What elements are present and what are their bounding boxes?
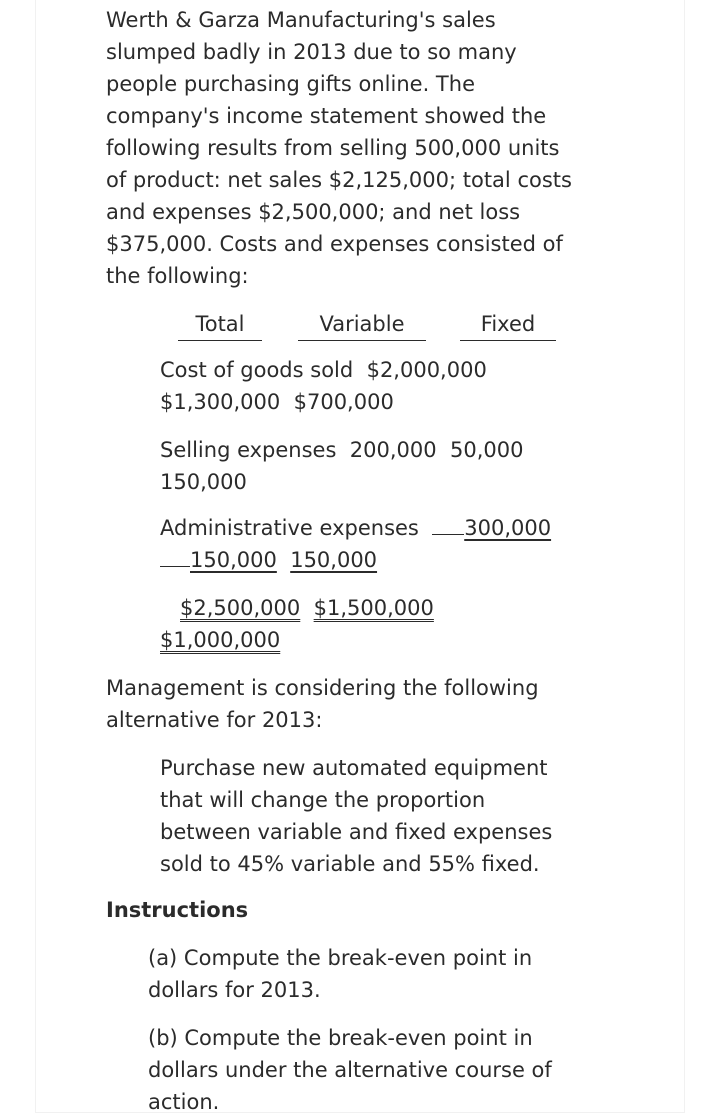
table-row-administrative-expenses	[160, 512, 551, 576]
row-variable: 50,000	[449, 438, 524, 462]
row-total: $2,000,000	[366, 358, 487, 382]
intro-line: the following:	[106, 264, 249, 288]
row-total: 200,000	[349, 438, 437, 462]
instruction-line: dollars under the alternative course of	[148, 1058, 552, 1082]
totals-variable: $1,500,000	[313, 596, 434, 620]
alternative-paragraph	[160, 752, 552, 880]
intro-line: people purchasing gifts online. The	[106, 72, 475, 96]
intro-line: of product: net sales $2,125,000; total costs	[106, 168, 572, 192]
intro-line: Werth & Garza Manufacturing's sales	[106, 8, 496, 32]
alternative-line: sold to 45% variable and 55% fixed.	[160, 852, 540, 876]
alternative-line: between variable and fixed expenses	[160, 820, 553, 844]
management-line: alternative for 2013:	[106, 708, 323, 732]
instruction-b	[148, 1022, 552, 1118]
instruction-line: dollars for 2013.	[148, 978, 321, 1002]
instruction-line: (b) Compute the break-even point in	[148, 1026, 533, 1050]
intro-line: following results from selling 500,000 units	[106, 136, 560, 160]
row-fixed: 150,000	[160, 470, 247, 494]
column-header-variable: Variable	[298, 308, 426, 341]
column-header-fixed: Fixed	[460, 308, 556, 341]
row-fixed: 150,000	[290, 548, 378, 572]
instruction-line: (a) Compute the break-even point in	[148, 946, 533, 970]
alternative-line: that will change the proportion	[160, 788, 486, 812]
underline-rule	[160, 544, 190, 567]
intro-line: $375,000. Costs and expenses consisted of	[106, 232, 563, 256]
column-header-total: Total	[178, 308, 262, 341]
intro-line: company's income statement showed the	[106, 104, 547, 128]
instruction-line: action.	[148, 1090, 220, 1114]
cost-table-header	[36, 308, 684, 342]
table-row-cost-of-goods-sold	[160, 354, 487, 418]
row-fixed: $700,000	[293, 390, 394, 414]
totals-fixed: $1,000,000	[160, 628, 281, 652]
intro-paragraph	[106, 4, 572, 292]
row-label: Administrative expenses	[160, 516, 419, 540]
instruction-a	[148, 942, 532, 1006]
intro-line: and expenses $2,500,000; and net loss	[106, 200, 521, 224]
instructions-heading: Instructions	[106, 898, 249, 922]
row-total: 300,000	[464, 516, 552, 540]
row-label: Cost of goods sold	[160, 358, 354, 382]
totals-total: $2,500,000	[180, 596, 301, 620]
management-paragraph	[106, 672, 539, 736]
row-variable: $1,300,000	[160, 390, 281, 414]
underline-rule	[432, 512, 464, 535]
management-line: Management is considering the following	[106, 676, 539, 700]
table-row-selling-expenses	[160, 434, 523, 498]
problem-page	[36, 0, 684, 1112]
alternative-line: Purchase new automated equipment	[160, 756, 548, 780]
table-row-totals	[160, 592, 434, 656]
row-variable: 150,000	[190, 548, 277, 572]
row-label: Selling expenses	[160, 438, 337, 462]
intro-line: slumped badly in 2013 due to so many	[106, 40, 517, 64]
